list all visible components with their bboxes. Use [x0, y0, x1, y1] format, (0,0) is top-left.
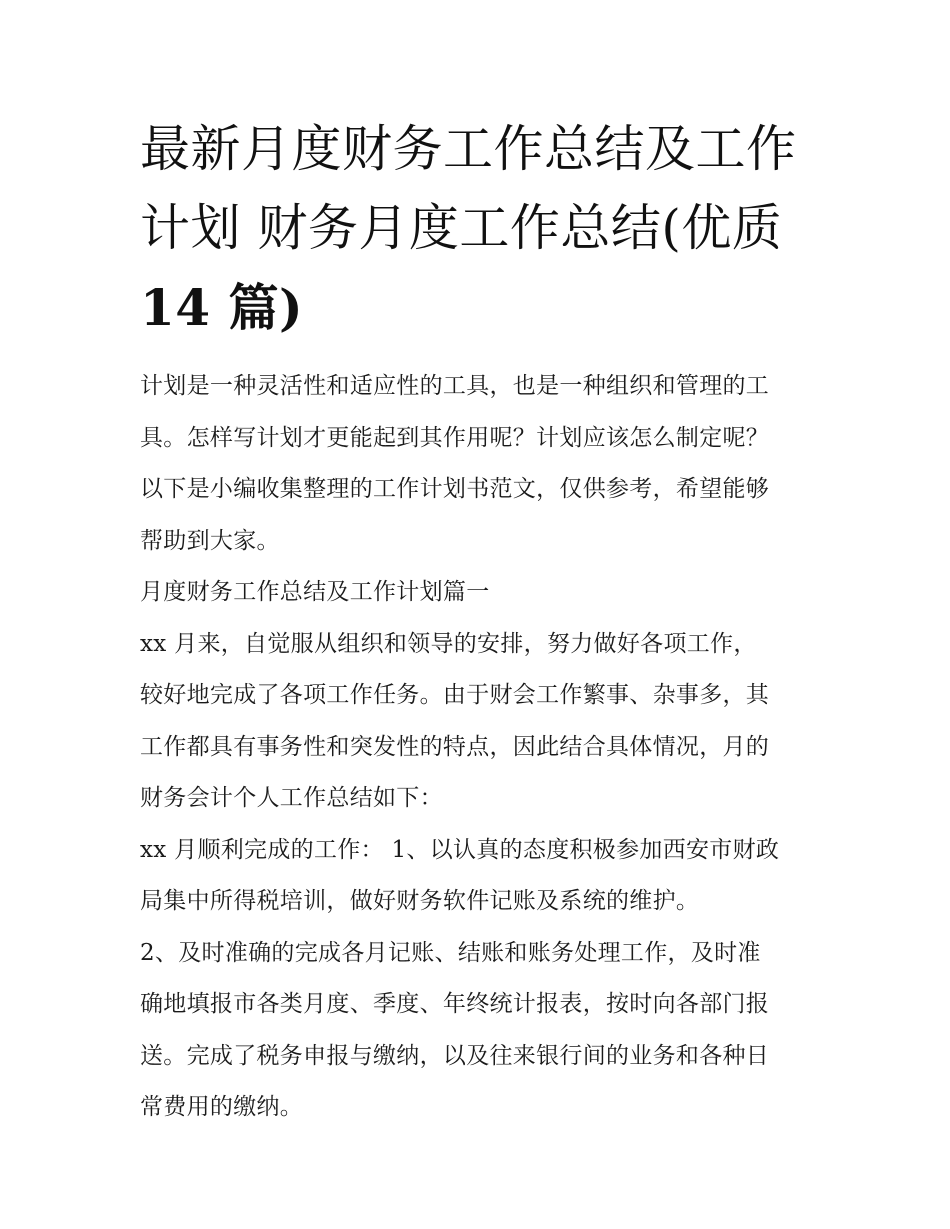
text-line: 计划是一种灵活性和适应性的工具，也是一种组织和管理的工 — [140, 373, 770, 399]
text-line: 帮助到大家。 — [140, 527, 280, 554]
document-title — [140, 110, 820, 347]
text-line: 较好地完成了各项工作任务。由于财会工作繁事、杂事多，其 — [140, 682, 770, 708]
text-line: 以下是小编收集整理的工作计划书范文，仅供参考，希望能够 — [140, 476, 770, 502]
section-heading — [140, 567, 820, 619]
text-line: xx 月顺利完成的工作： 1、以认真的态度积极参加西安市财政 — [140, 836, 780, 863]
text-line: xx 月来，自觉服从组织和领导的安排，努力做好各项工作， — [140, 630, 757, 657]
text-line: 财务会计个人工作总结如下： — [140, 785, 443, 811]
body-paragraph — [140, 928, 820, 1134]
title-line: 计划 财务月度工作总结(优质 — [140, 199, 783, 257]
text-line: 具。怎样写计划才更能起到其作用呢？计划应该怎么制定呢？ — [140, 424, 770, 451]
text-line: 2、及时准确的完成各月记账、结账和账务处理工作，及时准 — [140, 939, 761, 966]
text-line: 局集中所得税培训，做好财务软件记账及系统的维护。 — [140, 888, 700, 914]
body-paragraph — [140, 619, 820, 825]
body-paragraph — [140, 825, 820, 928]
text-line: 送。完成了税务申报与缴纳，以及往来银行间的业务和各种日 — [140, 1042, 770, 1069]
title-line: 最新月度财务工作总结及工作 — [140, 120, 797, 178]
document-content — [140, 110, 820, 1134]
text-line: 确地填报市各类月度、季度、年终统计报表，按时向各部门报 — [140, 991, 770, 1017]
title-line: 14 篇) — [140, 278, 304, 337]
document-body — [140, 361, 820, 1134]
text-line: 常费用的缴纳。 — [140, 1094, 304, 1120]
text-line: 月度财务工作总结及工作计划篇一 — [140, 579, 490, 605]
text-line: 工作都具有事务性和突发性的特点，因此结合具体情况，月的 — [140, 733, 770, 760]
intro-paragraph — [140, 361, 820, 567]
